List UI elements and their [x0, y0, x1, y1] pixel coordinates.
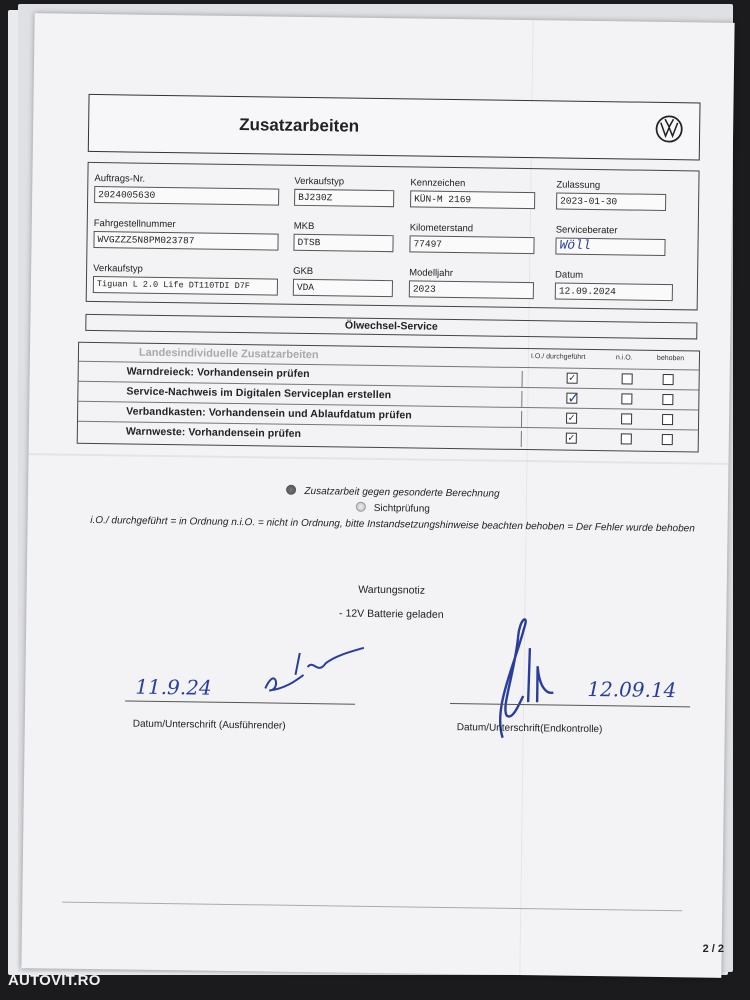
footer-line	[62, 902, 682, 912]
page-number: 2 / 2	[702, 943, 724, 955]
notes-title: Wartungsnotiz	[358, 583, 426, 597]
handwritten-date-right: 12.09.14	[587, 676, 677, 703]
legend-explanation: i.O./ durchgeführt = in Ordnung n.i.O. = nicht in Ordnung, bitte Instandsetzungshinweise beachten behoben = Der Fehler wurde behoben	[90, 514, 695, 535]
field-verkaufstyp-model: Verkaufstyp Tiguan L 2.0 Life DT110TDI D7F	[93, 263, 278, 296]
filled-circle-icon	[286, 485, 296, 495]
task-text: Verbandkasten: Vorhandensein und Ablaufdatum prüfen	[126, 405, 522, 427]
task-ok-checkbox[interactable]: ✓	[568, 372, 576, 383]
document-page	[21, 13, 734, 978]
legend-extra-work: Zusatzarbeit gegen gesonderte Berechnung	[68, 482, 718, 503]
field-mkb: MKB DTSB	[293, 221, 393, 252]
task-text: Service-Nachweis im Digitalen Serviceplan erstellen	[126, 385, 522, 407]
watermark: AUTOVIT.RO	[8, 972, 101, 989]
signature-caption-right: Datum/Unterschrift(Endkontrolle)	[456, 722, 603, 736]
handwritten-date-left: 11.9.24	[135, 674, 212, 700]
field-kilometerstand: Kilometerstand 77497	[409, 222, 534, 254]
field-serviceberater: Serviceberater Wöll	[555, 224, 665, 256]
tasks-header-title: Landesindividuelle Zusatzarbeiten	[138, 346, 319, 362]
task-fixed-checkbox[interactable]	[662, 414, 673, 425]
notes-text: - 12V Batterie geladen	[339, 607, 444, 621]
task-nio-checkbox[interactable]	[621, 433, 632, 444]
field-modelljahr: Modelljahr 2023	[409, 267, 534, 299]
legend	[68, 482, 718, 621]
document-title: Zusatzarbeiten	[239, 115, 360, 136]
task-ok-checkbox[interactable]: ✓	[567, 412, 576, 423]
field-auftrags-nr: Auftrags-Nr. 2024005630	[94, 173, 279, 206]
col-nio-header: n.i.O.	[615, 354, 633, 362]
signature-left	[255, 644, 366, 696]
tasks-table	[77, 342, 700, 453]
task-nio-checkbox[interactable]	[622, 373, 633, 384]
field-gkb: GKB VDA	[293, 266, 393, 297]
order-info-box	[86, 162, 700, 311]
task-nio-checkbox[interactable]	[621, 393, 632, 404]
field-verkaufstyp: Verkaufstyp BJ230Z	[294, 176, 394, 207]
title-box	[88, 94, 701, 161]
task-fixed-checkbox[interactable]	[663, 374, 674, 385]
field-datum: Datum 12.09.2024	[555, 269, 673, 301]
service-title: Ölwechsel-Service	[85, 314, 697, 340]
field-zulassung: Zulassung 2023-01-30	[556, 179, 666, 211]
field-kennzeichen: Kennzeichen KÜN-M 2169	[410, 177, 535, 209]
task-nio-checkbox[interactable]	[621, 413, 632, 424]
legend-visual-check: Sichtprüfung	[68, 498, 718, 519]
task-ok-checkbox[interactable]: ✓	[567, 432, 576, 443]
task-text: Warnweste: Vorhandensein prüfen	[126, 425, 522, 447]
eye-circle-icon	[356, 502, 366, 512]
task-text: Warndreieck: Vorhandensein prüfen	[127, 365, 523, 387]
paper-fold	[29, 453, 729, 465]
signature-line-left	[125, 700, 355, 704]
task-fixed-checkbox[interactable]	[662, 394, 673, 405]
field-fahrgestellnummer: Fahrgestellnummer WVGZZZ5N8PM023787	[93, 218, 278, 251]
task-fixed-checkbox[interactable]	[662, 434, 673, 445]
vw-logo-icon	[655, 115, 683, 143]
col-fixed-header: behoben	[656, 354, 685, 363]
col-ok-header: I.O./ durchgeführt	[530, 353, 586, 361]
signature-caption-left: Datum/Unterschrift (Ausführender)	[132, 718, 286, 732]
task-ok-checkbox[interactable]: ✓	[567, 389, 580, 406]
